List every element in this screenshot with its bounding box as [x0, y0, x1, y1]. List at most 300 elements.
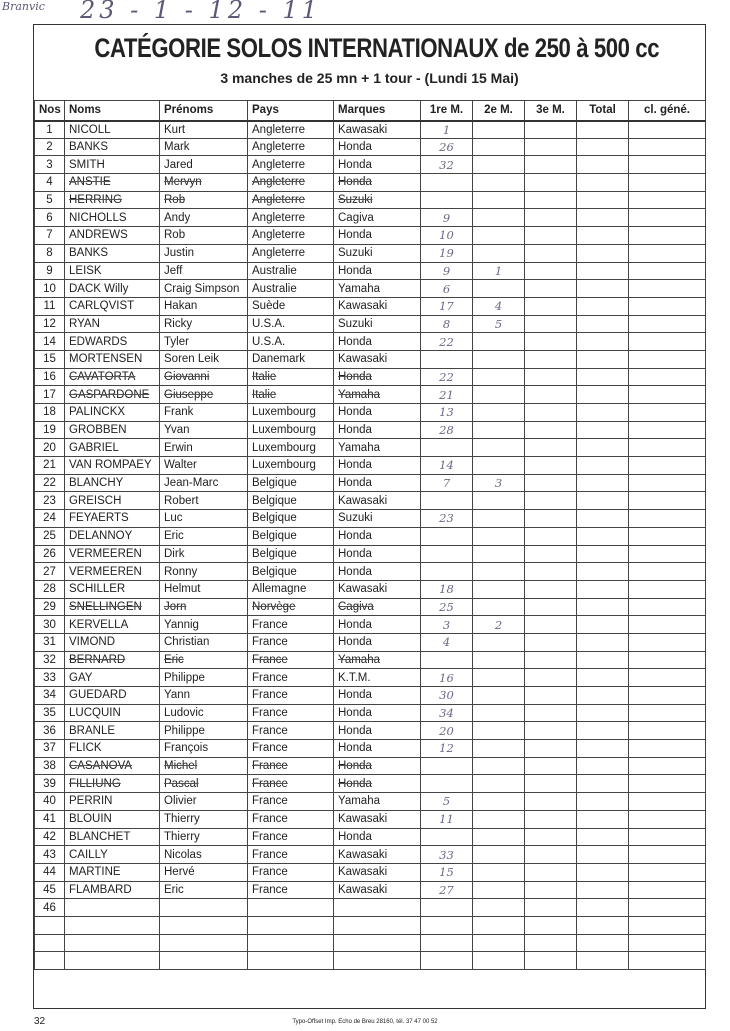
manche-1-result: 1 [421, 121, 473, 139]
manche-3-result [525, 156, 577, 174]
manche-3-result [525, 474, 577, 492]
rider-firstname: Ricky [160, 315, 248, 333]
total-cell [577, 740, 629, 758]
manche-2-result [473, 651, 525, 669]
manche-1-result: 16 [421, 669, 473, 687]
manche-3-result [525, 368, 577, 386]
table-row [35, 457, 706, 475]
table-row [35, 545, 706, 563]
table-row [35, 899, 706, 917]
manche-1-result: 28 [421, 421, 473, 439]
manche-2-result: 2 [473, 616, 525, 634]
manche-1-result: 20 [421, 722, 473, 740]
manche-2-result [473, 138, 525, 156]
total-cell [577, 687, 629, 705]
row-number: 35 [35, 704, 65, 722]
row-number: 34 [35, 687, 65, 705]
handwritten-note: Branvic [2, 0, 45, 13]
rider-name: CARLQVIST [65, 297, 160, 315]
manche-3-result [525, 934, 577, 952]
rider-brand: Honda [334, 156, 421, 174]
rider-country: Angleterre [248, 209, 334, 227]
total-cell [577, 828, 629, 846]
header-manche-3: 3e M. [525, 101, 577, 121]
manche-1-result: 11 [421, 810, 473, 828]
manche-1-result: 26 [421, 138, 473, 156]
rider-country [248, 916, 334, 934]
manche-3-result [525, 881, 577, 899]
row-number: 28 [35, 580, 65, 598]
table-row [35, 580, 706, 598]
rider-name: ANDREWS [65, 227, 160, 245]
classement-cell [629, 616, 706, 634]
rider-name [65, 899, 160, 917]
classement-cell [629, 633, 706, 651]
manche-3-result [525, 439, 577, 457]
row-number: 9 [35, 262, 65, 280]
manche-2-result [473, 280, 525, 298]
rider-brand: Honda [334, 775, 421, 793]
row-number: 27 [35, 563, 65, 581]
rider-name: MARTINE [65, 863, 160, 881]
manche-3-result [525, 457, 577, 475]
manche-1-result [421, 916, 473, 934]
rider-name: BLANCHET [65, 828, 160, 846]
total-cell [577, 350, 629, 368]
rider-name: BERNARD [65, 651, 160, 669]
rider-firstname: Tyler [160, 333, 248, 351]
row-number: 43 [35, 846, 65, 864]
manche-2-result [473, 527, 525, 545]
manche-3-result [525, 191, 577, 209]
manche-2-result [473, 404, 525, 422]
rider-firstname: Luc [160, 510, 248, 528]
rider-country: France [248, 704, 334, 722]
manche-1-result [421, 545, 473, 563]
row-number: 29 [35, 598, 65, 616]
rider-name: DACK Willy [65, 280, 160, 298]
table-row [35, 828, 706, 846]
row-number: 7 [35, 227, 65, 245]
rider-brand: Kawasaki [334, 881, 421, 899]
total-cell [577, 138, 629, 156]
row-number: 15 [35, 350, 65, 368]
classement-cell [629, 828, 706, 846]
rider-brand: Kawasaki [334, 350, 421, 368]
rider-brand: Kawasaki [334, 297, 421, 315]
row-number: 31 [35, 633, 65, 651]
manche-2-result: 5 [473, 315, 525, 333]
rider-country: Suède [248, 297, 334, 315]
rider-brand: Honda [334, 527, 421, 545]
table-row [35, 722, 706, 740]
manche-3-result [525, 687, 577, 705]
classement-cell [629, 757, 706, 775]
rider-firstname: Dirk [160, 545, 248, 563]
rider-brand: Honda [334, 545, 421, 563]
rider-firstname [160, 952, 248, 970]
row-number: 23 [35, 492, 65, 510]
total-cell [577, 793, 629, 811]
total-cell [577, 404, 629, 422]
total-cell [577, 156, 629, 174]
total-cell [577, 757, 629, 775]
manche-1-result: 22 [421, 368, 473, 386]
classement-cell [629, 740, 706, 758]
rider-brand: Honda [334, 174, 421, 192]
manche-2-result [473, 704, 525, 722]
total-cell [577, 421, 629, 439]
page-title: CATÉGORIE SOLOS INTERNATIONAUX de 250 à 500 cc [94, 33, 660, 63]
rider-brand: K.T.M. [334, 669, 421, 687]
classement-cell [629, 952, 706, 970]
rider-name: FILLIUNG [65, 775, 160, 793]
manche-3-result [525, 633, 577, 651]
row-number: 3 [35, 156, 65, 174]
table-row [35, 386, 706, 404]
manche-2-result [473, 952, 525, 970]
manche-2-result [473, 510, 525, 528]
row-number: 20 [35, 439, 65, 457]
row-number: 45 [35, 881, 65, 899]
total-cell [577, 704, 629, 722]
manche-1-result [421, 527, 473, 545]
rider-brand: Kawasaki [334, 810, 421, 828]
manche-1-result: 9 [421, 262, 473, 280]
manche-3-result [525, 757, 577, 775]
rider-name: RYAN [65, 315, 160, 333]
manche-2-result [473, 757, 525, 775]
total-cell [577, 510, 629, 528]
rider-name: DELANNOY [65, 527, 160, 545]
manche-3-result [525, 138, 577, 156]
manche-1-result [421, 757, 473, 775]
manche-2-result [473, 545, 525, 563]
classement-cell [629, 191, 706, 209]
classement-cell [629, 510, 706, 528]
classement-cell [629, 386, 706, 404]
table-row [35, 474, 706, 492]
total-cell [577, 580, 629, 598]
manche-1-result: 22 [421, 333, 473, 351]
total-cell [577, 633, 629, 651]
manche-2-result [473, 386, 525, 404]
rider-country: France [248, 669, 334, 687]
rider-name: NICOLL [65, 121, 160, 139]
rider-brand: Kawasaki [334, 492, 421, 510]
rider-brand: Honda [334, 457, 421, 475]
table-row [35, 633, 706, 651]
rider-firstname [160, 916, 248, 934]
total-cell [577, 209, 629, 227]
rider-brand: Yamaha [334, 386, 421, 404]
row-number: 21 [35, 457, 65, 475]
rider-firstname: Robert [160, 492, 248, 510]
manche-1-result [421, 350, 473, 368]
rider-name: CASANOVA [65, 757, 160, 775]
rider-brand: Honda [334, 563, 421, 581]
page-number: 32 [34, 1016, 46, 1027]
rider-firstname: Pascal [160, 775, 248, 793]
rider-name: NICHOLLS [65, 209, 160, 227]
rider-country: France [248, 793, 334, 811]
total-cell [577, 297, 629, 315]
rider-name: ANSTIE [65, 174, 160, 192]
manche-3-result [525, 527, 577, 545]
rider-country: France [248, 651, 334, 669]
manche-2-result [473, 598, 525, 616]
rider-country: France [248, 633, 334, 651]
classement-cell [629, 722, 706, 740]
rider-name: CAILLY [65, 846, 160, 864]
classement-cell [629, 545, 706, 563]
rider-brand [334, 952, 421, 970]
rider-name: BRANLE [65, 722, 160, 740]
classement-cell [629, 262, 706, 280]
rider-firstname: Philippe [160, 722, 248, 740]
classement-cell [629, 492, 706, 510]
table-row [35, 598, 706, 616]
rider-firstname: Mervyn [160, 174, 248, 192]
table-row [35, 421, 706, 439]
header-prenoms: Prénoms [160, 101, 248, 121]
rider-firstname: Rob [160, 227, 248, 245]
manche-3-result [525, 280, 577, 298]
manche-3-result [525, 793, 577, 811]
rider-brand [334, 916, 421, 934]
printer-imprint: Typo-Offset Imp. Echo de Breu 28160, tél. 37 47 00 52 [292, 1019, 438, 1025]
classement-cell [629, 421, 706, 439]
rider-firstname: Thierry [160, 810, 248, 828]
rider-firstname: Justin [160, 244, 248, 262]
header-noms: Noms [65, 101, 160, 121]
manche-2-result [473, 563, 525, 581]
manche-1-result: 25 [421, 598, 473, 616]
manche-2-result [473, 916, 525, 934]
total-cell [577, 227, 629, 245]
header-nos: Nos [35, 101, 65, 121]
rider-name [65, 916, 160, 934]
rider-firstname: François [160, 740, 248, 758]
manche-2-result [473, 121, 525, 139]
manche-3-result [525, 598, 577, 616]
rider-country: U.S.A. [248, 315, 334, 333]
manche-3-result [525, 244, 577, 262]
manche-2-result [473, 881, 525, 899]
total-cell [577, 368, 629, 386]
rider-country: Belgique [248, 527, 334, 545]
manche-2-result [473, 846, 525, 864]
table-row [35, 138, 706, 156]
rider-firstname: Rob [160, 191, 248, 209]
total-cell [577, 527, 629, 545]
rider-country: Italie [248, 386, 334, 404]
rider-country: France [248, 757, 334, 775]
rider-name: BANKS [65, 138, 160, 156]
manche-2-result [473, 368, 525, 386]
classement-cell [629, 174, 706, 192]
manche-2-result [473, 687, 525, 705]
table-row [35, 934, 706, 952]
rider-brand: Honda [334, 421, 421, 439]
rider-firstname: Eric [160, 881, 248, 899]
row-number: 32 [35, 651, 65, 669]
total-cell [577, 191, 629, 209]
table-row [35, 916, 706, 934]
manche-2-result [473, 934, 525, 952]
manche-3-result [525, 775, 577, 793]
rider-country: Belgique [248, 545, 334, 563]
rider-country: France [248, 722, 334, 740]
manche-1-result: 5 [421, 793, 473, 811]
rider-firstname: Craig Simpson [160, 280, 248, 298]
rider-name: EDWARDS [65, 333, 160, 351]
manche-1-result: 34 [421, 704, 473, 722]
table-row [35, 315, 706, 333]
table-row [35, 404, 706, 422]
manche-3-result [525, 121, 577, 139]
classement-cell [629, 563, 706, 581]
classement-cell [629, 651, 706, 669]
manche-2-result [473, 793, 525, 811]
table-row [35, 244, 706, 262]
total-cell [577, 439, 629, 457]
manche-2-result [473, 439, 525, 457]
rider-firstname: Eric [160, 651, 248, 669]
total-cell [577, 722, 629, 740]
table-row [35, 492, 706, 510]
manche-1-result [421, 899, 473, 917]
rider-brand: Honda [334, 740, 421, 758]
row-number: 10 [35, 280, 65, 298]
rider-firstname: Hakan [160, 297, 248, 315]
table-row [35, 704, 706, 722]
rider-name: VERMEEREN [65, 563, 160, 581]
manche-2-result [473, 492, 525, 510]
manche-3-result [525, 421, 577, 439]
classement-cell [629, 775, 706, 793]
rider-name: LEISK [65, 262, 160, 280]
manche-2-result [473, 350, 525, 368]
rider-firstname: Erwin [160, 439, 248, 457]
header-marques: Marques [334, 101, 421, 121]
classement-cell [629, 899, 706, 917]
manche-1-result [421, 174, 473, 192]
manche-3-result [525, 740, 577, 758]
table-row [35, 227, 706, 245]
manche-2-result [473, 227, 525, 245]
manche-1-result: 13 [421, 404, 473, 422]
rider-name: KERVELLA [65, 616, 160, 634]
table-body [35, 121, 706, 970]
total-cell [577, 881, 629, 899]
manche-2-result [473, 244, 525, 262]
rider-firstname: Mark [160, 138, 248, 156]
rider-brand: Kawasaki [334, 846, 421, 864]
row-number: 16 [35, 368, 65, 386]
table-row [35, 368, 706, 386]
row-number: 26 [35, 545, 65, 563]
row-number: 39 [35, 775, 65, 793]
rider-name: FLICK [65, 740, 160, 758]
rider-country: Allemagne [248, 580, 334, 598]
rider-brand: Honda [334, 828, 421, 846]
total-cell [577, 492, 629, 510]
rider-name: BLOUIN [65, 810, 160, 828]
header-pays: Pays [248, 101, 334, 121]
rider-brand: Honda [334, 757, 421, 775]
rider-name [65, 934, 160, 952]
rider-country: Australie [248, 262, 334, 280]
manche-3-result [525, 404, 577, 422]
row-number: 6 [35, 209, 65, 227]
manche-1-result: 30 [421, 687, 473, 705]
row-number: 18 [35, 404, 65, 422]
rider-country: France [248, 740, 334, 758]
classement-cell [629, 916, 706, 934]
manche-2-result [473, 863, 525, 881]
total-cell [577, 863, 629, 881]
manche-3-result [525, 386, 577, 404]
manche-2-result [473, 633, 525, 651]
rider-brand: Yamaha [334, 651, 421, 669]
table-row [35, 740, 706, 758]
manche-2-result [473, 209, 525, 227]
rider-country: France [248, 863, 334, 881]
classement-cell [629, 156, 706, 174]
total-cell [577, 121, 629, 139]
total-cell [577, 846, 629, 864]
manche-1-result: 33 [421, 846, 473, 864]
total-cell [577, 651, 629, 669]
table-row [35, 333, 706, 351]
rider-firstname: Yann [160, 687, 248, 705]
manche-1-result: 18 [421, 580, 473, 598]
total-cell [577, 174, 629, 192]
classement-cell [629, 333, 706, 351]
total-cell [577, 899, 629, 917]
manche-1-result: 3 [421, 616, 473, 634]
manche-3-result [525, 563, 577, 581]
row-number: 42 [35, 828, 65, 846]
rider-country: Luxembourg [248, 457, 334, 475]
rider-firstname: Frank [160, 404, 248, 422]
rider-name: GAY [65, 669, 160, 687]
classement-cell [629, 810, 706, 828]
table-row [35, 350, 706, 368]
manche-2-result: 4 [473, 297, 525, 315]
table-row [35, 280, 706, 298]
rider-name [65, 952, 160, 970]
row-number [35, 916, 65, 934]
classement-cell [629, 404, 706, 422]
manche-3-result [525, 333, 577, 351]
table-row [35, 810, 706, 828]
rider-firstname: Christian [160, 633, 248, 651]
classement-cell [629, 881, 706, 899]
results-sheet [33, 24, 706, 1009]
rider-name: VERMEEREN [65, 545, 160, 563]
manche-1-result: 23 [421, 510, 473, 528]
rider-country: Angleterre [248, 156, 334, 174]
manche-1-result [421, 492, 473, 510]
manche-1-result: 21 [421, 386, 473, 404]
rider-country: Belgique [248, 492, 334, 510]
row-number: 36 [35, 722, 65, 740]
manche-2-result [473, 899, 525, 917]
rider-firstname: Jared [160, 156, 248, 174]
rider-country: Australie [248, 280, 334, 298]
